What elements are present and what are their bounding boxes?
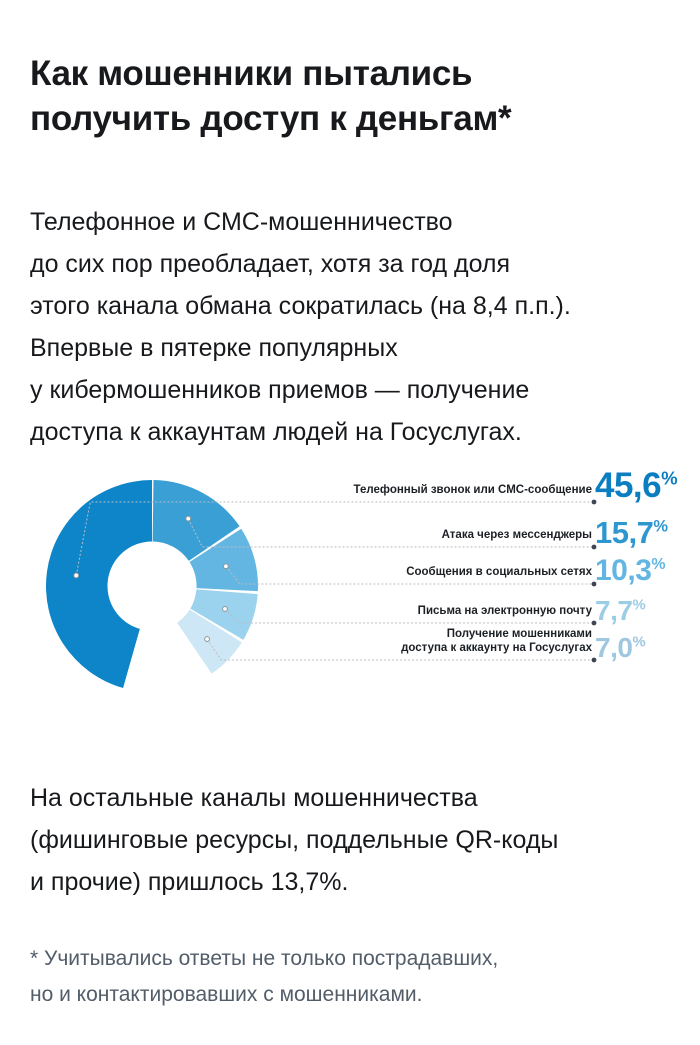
legend-label: Письма на электронную почту [417,605,592,617]
legend-row [250,620,700,663]
legend-row [250,462,700,505]
outro-line: и прочие) пришлось 13,7%. [30,868,349,896]
intro-line: этого канала обмана сократилась (на 8,4 п.п.). [30,292,571,320]
donut-chart [0,462,700,712]
legend-row [250,583,700,626]
outro-line: На остальные каналы мошенничества [30,784,478,812]
intro-line: Телефонное и СМС-мошенничество [30,208,453,236]
intro-line: доступа к аккаунтам людей на Госуслугах. [30,418,522,446]
percent-symbol: % [661,467,678,489]
legend-label: Атака через мессенджеры [441,529,592,541]
percent-symbol: % [632,597,646,614]
legend-row [250,544,700,587]
intro-line: Впервые в пятерке популярных [30,334,398,362]
title-line: получить доступ к деньгам* [30,99,512,139]
footnote-line: * Учитывались ответы не только пострадавших, [30,947,499,970]
legend-value: 7,0% [595,632,646,663]
legend-value: 45,6% [595,466,678,505]
title-line: Как мошенники пытались [30,54,473,94]
percent-symbol: % [651,556,666,573]
percent-symbol: % [632,634,646,651]
legend-label: Телефонный звонок или СМС-сообщение [353,484,592,496]
percent-symbol: % [653,517,668,536]
footnote [30,941,690,1013]
legend-value: 10,3% [595,554,666,587]
page-title [30,51,670,141]
footnote-line: но и контактировавших с мошенниками. [30,983,423,1006]
legend-value: 15,7% [595,515,668,550]
legend-value: 7,7% [595,595,646,626]
legend-row [250,507,700,550]
outro-paragraph [30,777,690,903]
intro-line: до сих пор преобладает, хотя за год доля [30,250,511,278]
legend-label: Сообщения в социальных сетях [406,566,592,578]
intro-line: у кибермошенников приемов — получение [30,376,530,404]
intro-paragraph [30,201,680,453]
outro-line: (фишинговые ресурсы, поддельные QR-коды [30,826,559,854]
legend-label: Получение мошенниками доступа к аккаунту на Госуслугах [401,628,592,654]
chart-legend [0,462,700,712]
